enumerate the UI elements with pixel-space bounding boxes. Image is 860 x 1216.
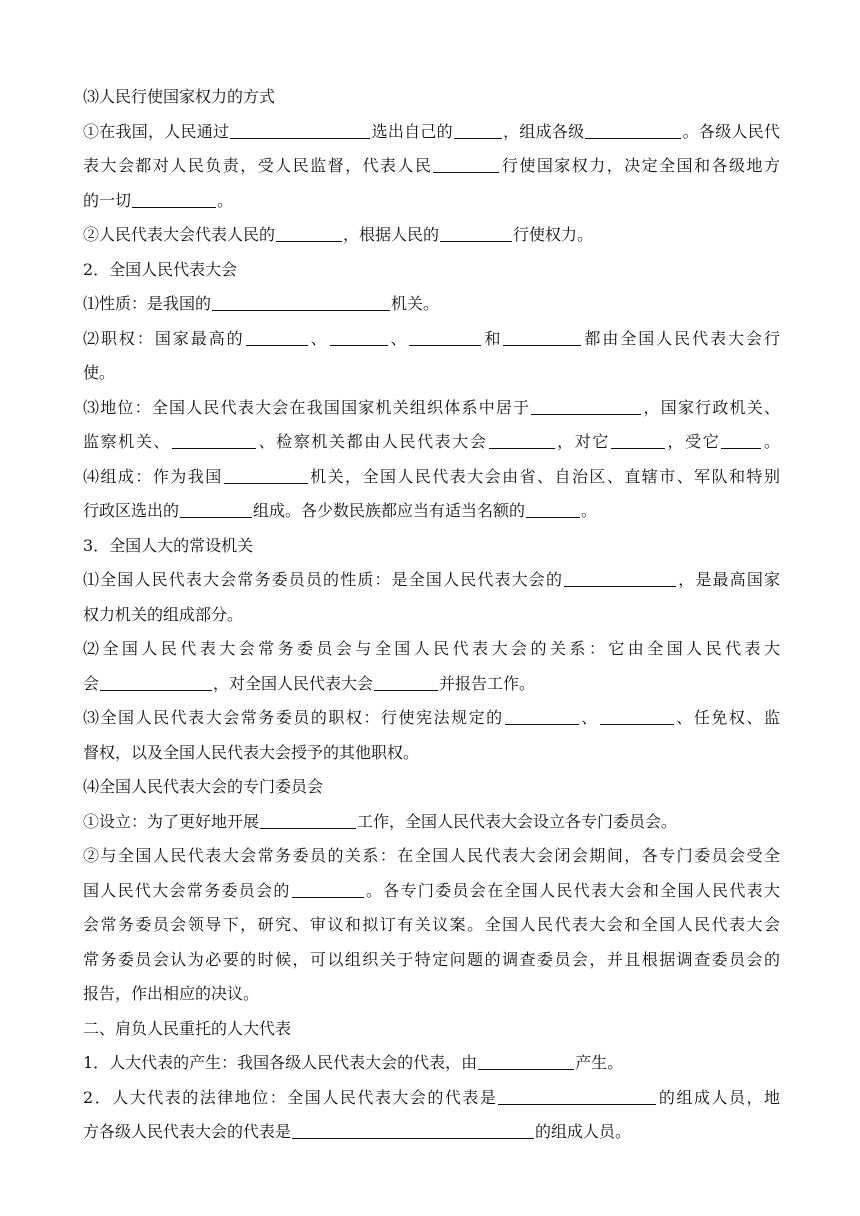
text-segment: 并报告工作。 bbox=[439, 673, 536, 693]
text-segment: 权力机关的组成部分。 bbox=[83, 604, 244, 624]
text-line bbox=[83, 736, 780, 771]
fill-in-blank bbox=[721, 430, 761, 449]
fill-in-blank bbox=[409, 327, 481, 346]
fill-in-blank bbox=[478, 1051, 574, 1070]
fill-in-blank bbox=[531, 396, 641, 415]
text-segment: 、检察机关都由人民代表大会 bbox=[257, 432, 488, 451]
text-segment: 2．全国人民代表大会 bbox=[83, 259, 238, 279]
text-segment: 、 bbox=[579, 708, 599, 727]
text-segment: ⑶人民行使国家权力的方式 bbox=[83, 87, 276, 106]
fill-in-blank bbox=[330, 327, 388, 346]
fill-in-blank bbox=[433, 154, 499, 173]
text-line bbox=[83, 356, 780, 391]
fill-in-blank bbox=[212, 292, 390, 311]
text-line bbox=[83, 943, 780, 978]
text-segment: ⑵全国人民代表大会常务委员会与全国人民代表大会的关系：它由全国人民代表大 bbox=[83, 639, 780, 658]
text-line bbox=[83, 287, 780, 322]
text-line bbox=[83, 908, 780, 943]
fill-in-blank bbox=[132, 189, 216, 208]
text-segment: 、 bbox=[388, 328, 409, 348]
text-segment: 都由全国人民代表大会行 bbox=[582, 328, 780, 348]
fill-in-blank bbox=[489, 430, 555, 449]
text-line bbox=[83, 598, 780, 633]
text-line bbox=[83, 1012, 780, 1047]
text-line bbox=[83, 770, 780, 805]
text-segment: 。 bbox=[762, 432, 780, 451]
text-segment: 3．全国人大的常设机关 bbox=[83, 535, 254, 555]
text-line bbox=[83, 184, 780, 219]
text-segment: 国人民代大会常务委员会的 bbox=[83, 880, 291, 900]
text-segment: ，是最高国家 bbox=[677, 570, 780, 589]
text-line bbox=[83, 977, 780, 1012]
text-segment: 的组成人员，地 bbox=[657, 1087, 780, 1107]
text-segment: ⑴性质：是我国的 bbox=[83, 294, 212, 313]
text-segment: ，国家行政机关、 bbox=[642, 397, 780, 417]
text-line bbox=[83, 425, 780, 460]
text-segment: 机关，全国人民代表大会由省、自治区、直辖市、军队和特别 bbox=[308, 466, 780, 486]
fill-in-blank bbox=[230, 120, 370, 139]
text-segment: 行使国家权力，决定全国和各级地方 bbox=[500, 156, 780, 175]
fill-in-blank bbox=[600, 706, 674, 725]
text-segment: 选出自己的 bbox=[371, 121, 453, 141]
text-line bbox=[83, 149, 780, 184]
document-body bbox=[83, 80, 780, 1150]
fill-in-blank bbox=[292, 1120, 534, 1139]
text-segment: ①在我国，人民通过 bbox=[83, 121, 230, 141]
text-segment: 产生。 bbox=[575, 1053, 624, 1072]
text-segment: ，受它 bbox=[665, 432, 721, 451]
text-segment: 督权，以及全国人民代表大会授予的其他职权。 bbox=[83, 742, 420, 762]
fill-in-blank bbox=[100, 672, 212, 691]
fill-in-blank bbox=[172, 430, 256, 449]
fill-in-blank bbox=[292, 879, 364, 898]
text-segment: ，对全国人民代表大会 bbox=[213, 673, 374, 693]
text-line bbox=[83, 253, 780, 288]
fill-in-blank bbox=[276, 223, 342, 242]
fill-in-blank bbox=[180, 499, 252, 518]
text-line bbox=[83, 805, 780, 840]
text-segment: ②与全国人民代表大会常务委员的关系：在全国人民代表大会闭会期间，各专门委员会受全 bbox=[83, 846, 780, 865]
text-line bbox=[83, 632, 780, 667]
text-segment: 行使权力。 bbox=[513, 225, 594, 244]
text-segment: 。各专门委员会在全国人民代表大会和全国人民代表大 bbox=[364, 880, 780, 900]
text-segment: 二、肩负人民重托的人大代表 bbox=[83, 1018, 292, 1038]
fill-in-blank bbox=[611, 430, 665, 449]
text-segment: ，对它 bbox=[555, 432, 610, 451]
text-segment: 。各级人民代 bbox=[682, 121, 780, 141]
text-line bbox=[83, 839, 780, 874]
text-line bbox=[83, 701, 780, 736]
text-line bbox=[83, 218, 780, 253]
text-segment: ②人民代表大会代表人民的 bbox=[83, 225, 276, 244]
text-line bbox=[83, 80, 780, 115]
text-segment: 监察机关、 bbox=[83, 432, 172, 451]
text-line bbox=[83, 322, 780, 357]
fill-in-blank bbox=[260, 810, 356, 829]
text-segment: 1．人大代表的产生：我国各级人民代表大会的代表，由 bbox=[83, 1053, 478, 1072]
fill-in-blank bbox=[503, 327, 581, 346]
text-segment: 会 bbox=[83, 673, 100, 693]
fill-in-blank bbox=[585, 120, 681, 139]
text-segment: 会常务委员会领导下，研究、审议和拟订有关议案。全国人民代表大会和全国人民代表大会 bbox=[83, 915, 780, 934]
text-segment: ⑶全国人民代表大会常务委员的职权：行使宪法规定的 bbox=[83, 708, 504, 727]
text-segment: ，根据人民的 bbox=[343, 225, 440, 244]
text-segment: 机关。 bbox=[391, 294, 440, 313]
text-segment: 表大会都对人民负责，受人民监督，代表人民 bbox=[83, 156, 433, 175]
text-segment: ⑷全国人民代表大会的专门委员会 bbox=[83, 777, 324, 796]
fill-in-blank bbox=[374, 672, 438, 691]
fill-in-blank bbox=[440, 223, 512, 242]
text-segment: 使。 bbox=[83, 363, 116, 382]
text-line bbox=[83, 874, 780, 909]
text-segment: 常务委员会认为必要的时候，可以组织关于特定问题的调查委员会，并且根据调查委员会的 bbox=[83, 949, 780, 969]
text-segment: ⑶地位：全国人民代表大会在我国国家机关组织体系中居于 bbox=[83, 397, 531, 417]
fill-in-blank bbox=[505, 706, 579, 725]
text-segment: ⑴全国人民代表大会常务委员员的性质：是全国人民代表大会的 bbox=[83, 570, 564, 589]
fill-in-blank bbox=[564, 568, 676, 587]
text-segment: 组成。各少数民族都应当有适当名额的 bbox=[253, 501, 526, 520]
text-segment: ⑵职权：国家最高的 bbox=[83, 328, 245, 348]
text-segment: ⑷组成：作为我国 bbox=[83, 466, 223, 486]
text-segment: 行政区选出的 bbox=[83, 501, 180, 520]
text-segment: 2．人大代表的法律地位：全国人民代表大会的代表是 bbox=[83, 1087, 498, 1107]
text-line bbox=[83, 494, 780, 529]
text-line bbox=[83, 667, 780, 702]
fill-in-blank bbox=[526, 499, 580, 518]
text-line bbox=[83, 1115, 780, 1150]
fill-in-blank bbox=[224, 465, 308, 484]
text-segment: 方各级人民代表大会的代表是 bbox=[83, 1122, 292, 1141]
text-line bbox=[83, 1046, 780, 1081]
text-segment: 、 bbox=[308, 328, 329, 348]
text-line bbox=[83, 391, 780, 426]
text-line bbox=[83, 529, 780, 564]
text-line bbox=[83, 460, 780, 495]
text-line bbox=[83, 115, 780, 150]
text-segment: ，组成各级 bbox=[502, 121, 585, 141]
fill-in-blank bbox=[246, 327, 308, 346]
text-segment: ①设立：为了更好地开展 bbox=[83, 811, 260, 831]
text-segment: 的一切 bbox=[83, 190, 132, 210]
text-segment: 。 bbox=[217, 190, 234, 210]
text-segment: 和 bbox=[482, 328, 503, 348]
text-line bbox=[83, 563, 780, 598]
text-segment: 、任免权、监 bbox=[674, 708, 780, 727]
text-segment: 的组成人员。 bbox=[535, 1122, 632, 1141]
text-segment: 报告，作出相应的决议。 bbox=[83, 984, 260, 1003]
text-segment: 。 bbox=[581, 501, 598, 520]
text-segment: 工作，全国人民代表大会设立各专门委员会。 bbox=[357, 811, 678, 831]
fill-in-blank bbox=[454, 120, 502, 139]
fill-in-blank bbox=[498, 1086, 656, 1105]
text-line bbox=[83, 1081, 780, 1116]
